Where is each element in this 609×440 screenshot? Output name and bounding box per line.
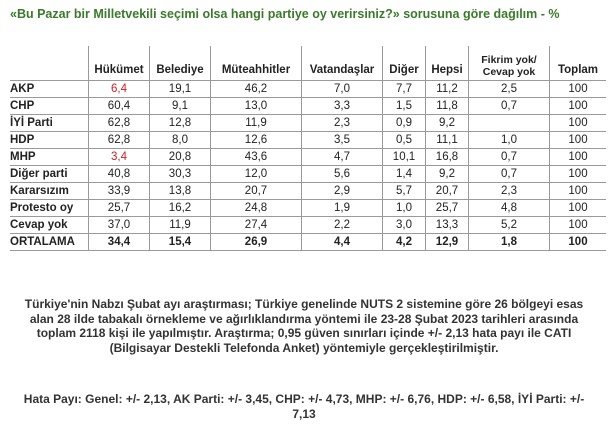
- value-cell: 0,9: [383, 115, 426, 132]
- value-cell: 1,0: [383, 200, 426, 217]
- party-name-cell: Diğer parti: [10, 166, 89, 183]
- value-cell: 13,0: [211, 98, 302, 115]
- value-cell: 26,9: [211, 234, 302, 251]
- value-cell: 11,2: [426, 81, 469, 98]
- value-cell: 11,1: [426, 132, 469, 149]
- value-cell: 11,8: [426, 98, 469, 115]
- table-row: [10, 115, 606, 132]
- value-cell: 0,7: [469, 166, 550, 183]
- party-name-cell: Protesto oy: [10, 200, 89, 217]
- value-cell: 12,8: [150, 115, 211, 132]
- value-cell: 15,4: [150, 234, 211, 251]
- table-row: [10, 98, 606, 115]
- column-header: Toplam: [550, 46, 607, 81]
- column-header-label: Fikrim yok/ Cevap yok: [481, 54, 537, 78]
- table-row: [10, 81, 606, 98]
- value-cell: 0,5: [383, 132, 426, 149]
- value-cell: 12,9: [426, 234, 469, 251]
- value-cell: 100: [550, 166, 607, 183]
- value-cell: 2,3: [469, 183, 550, 200]
- value-cell: 0,7: [469, 98, 550, 115]
- value-cell: 7,0: [302, 81, 383, 98]
- value-cell: 5,2: [469, 217, 550, 234]
- value-cell: [469, 115, 550, 132]
- value-cell: 4,4: [302, 234, 383, 251]
- value-cell: 13,8: [150, 183, 211, 200]
- value-cell: 4,2: [383, 234, 426, 251]
- methodology-note: Türkiye'nin Nabzı Şubat ayı araştırması; Türkiye genelinde NUTS 2 sistemine göre 26 bölgeyi esas alan 28 ilde tabakalı örnekleme ve ağırlıklandırma yöntemi ile 23-28 Şubat 2023 tarihleri arasında toplam 2118 kişi ile yapılmıştır. Araştırma; 0,95 güven sınırları içinde +/- 2,13 hata payı ile CATI (Bilgisayar Destekli Telefonda Anket) yöntemiyle gerçekleştirilmiştir.: [24, 297, 584, 355]
- value-cell: 100: [550, 183, 607, 200]
- party-name-cell: Kararsızım: [10, 183, 89, 200]
- value-cell: 20,8: [150, 149, 211, 166]
- results-table: [10, 46, 606, 251]
- value-cell: 9,1: [150, 98, 211, 115]
- value-cell: 25,7: [426, 200, 469, 217]
- value-cell: 11,9: [150, 217, 211, 234]
- value-cell: 100: [550, 234, 607, 251]
- value-cell: 2,9: [302, 183, 383, 200]
- value-cell: 3,4: [89, 149, 150, 166]
- value-cell: 100: [550, 132, 607, 149]
- column-header: Hepsi: [426, 46, 469, 81]
- value-cell: 1,9: [302, 200, 383, 217]
- table-row: [10, 217, 606, 234]
- value-cell: 11,9: [211, 115, 302, 132]
- table-row: [10, 200, 606, 217]
- value-cell: 30,3: [150, 166, 211, 183]
- table-header-row: [10, 46, 606, 81]
- value-cell: 20,7: [426, 183, 469, 200]
- value-cell: 100: [550, 115, 607, 132]
- value-cell: 5,6: [302, 166, 383, 183]
- value-cell: 37,0: [89, 217, 150, 234]
- table-row: [10, 132, 606, 149]
- value-cell: 6,4: [89, 81, 150, 98]
- party-name-cell: HDP: [10, 132, 89, 149]
- value-cell: 4,8: [469, 200, 550, 217]
- value-cell: 40,8: [89, 166, 150, 183]
- value-cell: 0,7: [469, 149, 550, 166]
- value-cell: 9,2: [426, 166, 469, 183]
- value-cell: 25,7: [89, 200, 150, 217]
- value-cell: 60,4: [89, 98, 150, 115]
- value-cell: 100: [550, 81, 607, 98]
- column-header: Vatandaşlar: [302, 46, 383, 81]
- value-cell: 24,8: [211, 200, 302, 217]
- party-name-cell: AKP: [10, 81, 89, 98]
- value-cell: 43,6: [211, 149, 302, 166]
- value-cell: 1,0: [469, 132, 550, 149]
- survey-question-title: «Bu Pazar bir Milletvekili seçimi olsa hangi partiye oy verirsiniz?» sorusuna göre dağılım - %: [10, 7, 560, 21]
- value-cell: 13,3: [426, 217, 469, 234]
- value-cell: 3,3: [302, 98, 383, 115]
- value-cell: 3,0: [383, 217, 426, 234]
- value-cell: 19,1: [150, 81, 211, 98]
- value-cell: 100: [550, 149, 607, 166]
- party-name-cell: CHP: [10, 98, 89, 115]
- party-name-cell: İYİ Parti: [10, 115, 89, 132]
- value-cell: 12,6: [211, 132, 302, 149]
- value-cell: 34,4: [89, 234, 150, 251]
- value-cell: 2,2: [302, 217, 383, 234]
- average-row: [10, 234, 606, 251]
- value-cell: 1,4: [383, 166, 426, 183]
- value-cell: 4,7: [302, 149, 383, 166]
- column-header: Müteahhitler: [211, 46, 302, 81]
- value-cell: 1,5: [383, 98, 426, 115]
- value-cell: 2,3: [302, 115, 383, 132]
- value-cell: 5,7: [383, 183, 426, 200]
- column-header: Belediye: [150, 46, 211, 81]
- column-header: [469, 46, 550, 81]
- party-name-cell: MHP: [10, 149, 89, 166]
- party-name-cell: Cevap yok: [10, 217, 89, 234]
- party-name-cell: ORTALAMA: [10, 234, 89, 251]
- value-cell: 62,8: [89, 115, 150, 132]
- value-cell: 100: [550, 217, 607, 234]
- value-cell: 9,2: [426, 115, 469, 132]
- value-cell: 10,1: [383, 149, 426, 166]
- value-cell: 20,7: [211, 183, 302, 200]
- table-row: [10, 183, 606, 200]
- column-header: Diğer: [383, 46, 426, 81]
- party-column-header: [10, 46, 89, 81]
- table-row: [10, 166, 606, 183]
- value-cell: 2,5: [469, 81, 550, 98]
- column-header: Hükümet: [89, 46, 150, 81]
- value-cell: 7,7: [383, 81, 426, 98]
- value-cell: 12,0: [211, 166, 302, 183]
- value-cell: 3,5: [302, 132, 383, 149]
- value-cell: 16,2: [150, 200, 211, 217]
- value-cell: 46,2: [211, 81, 302, 98]
- table-row: [10, 149, 606, 166]
- value-cell: 1,8: [469, 234, 550, 251]
- value-cell: 100: [550, 98, 607, 115]
- value-cell: 8,0: [150, 132, 211, 149]
- value-cell: 100: [550, 200, 607, 217]
- value-cell: 33,9: [89, 183, 150, 200]
- error-margin-note: Hata Payı: Genel: +/- 2,13, AK Parti: +/- 3,45, CHP: +/- 4,73, MHP: +/- 6,76, HDP: +/- 6,58, İYİ Parti: +/- 7,13: [23, 392, 585, 421]
- value-cell: 27,4: [211, 217, 302, 234]
- value-cell: 62,8: [89, 132, 150, 149]
- value-cell: 16,8: [426, 149, 469, 166]
